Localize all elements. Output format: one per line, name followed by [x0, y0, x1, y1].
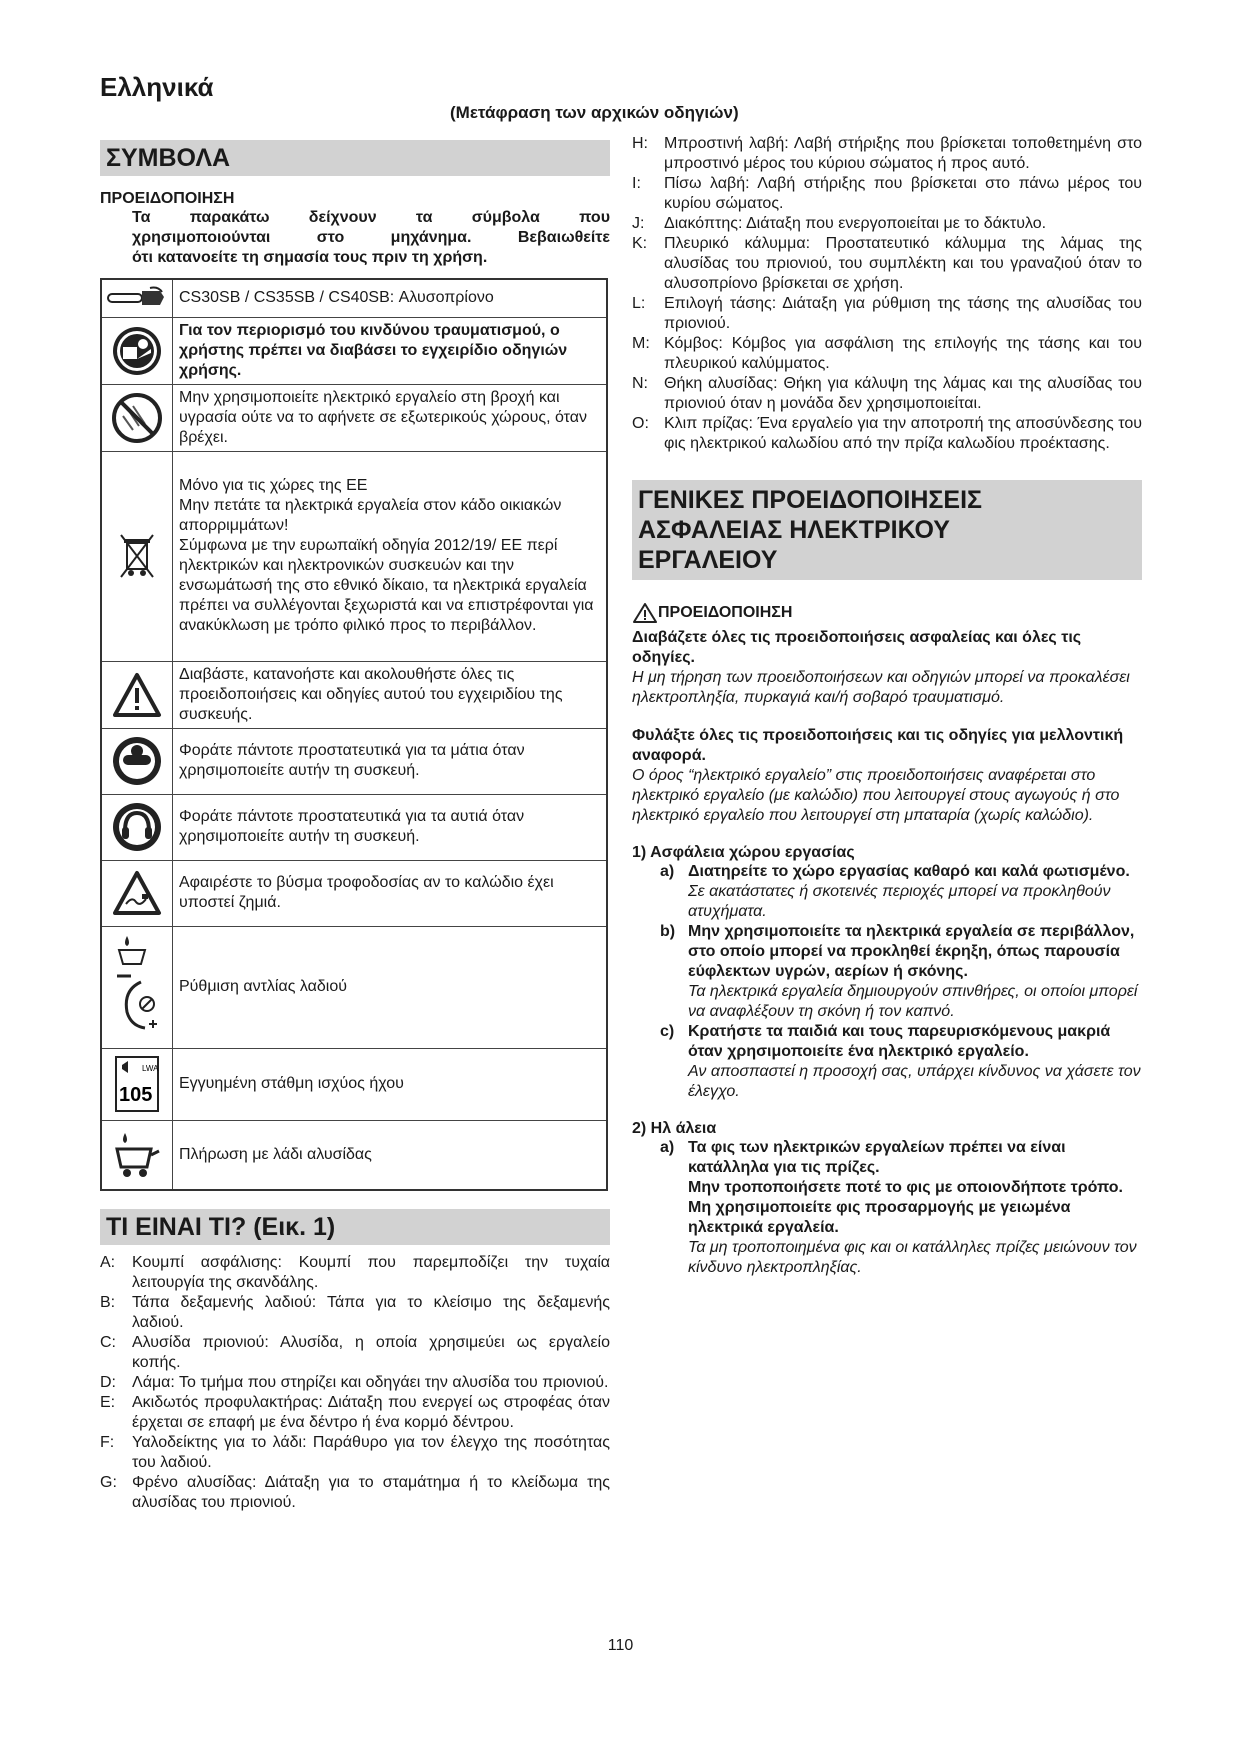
- symbol-text: Εγγυημένη στάθμη ισχύος ήχου: [173, 1048, 608, 1120]
- oil-fill-icon: [101, 1120, 173, 1190]
- weee-bin-icon: [101, 451, 173, 661]
- unplug-icon: [101, 860, 173, 926]
- sound-power-icon: [101, 1048, 173, 1120]
- left-column: [100, 140, 610, 1513]
- symbol-row: [101, 860, 607, 926]
- no-rain-icon: [101, 384, 173, 451]
- list-item: b) Μην χρησιμοποιείτε τα ηλεκτρικά εργαλεία σε περιβάλλον, στο οποίο μπορεί να προκληθεί έκρηξη, όπως παρουσία εύφλεκτων υγρών, αερίων ή σκόνης. Τα ηλεκτρικά εργαλεία δημιουργούν σπινθήρες, οι οποίοι μπορεί να αναφλέξουν τη σκόνη ή τον καπνό.: [660, 923, 1138, 1020]
- keep-note: Ο όρος “ηλεκτρικό εργαλείο” στις προειδοποιήσεις αναφέρεται στο ηλεκτρικό εργαλείο (με καλώδιο) που λειτουργεί στους αγωγούς ή στο ηλεκτρικό εργαλείο που λειτουργεί στη μπαταρία (χωρίς καλώδιο).: [632, 767, 1120, 824]
- symbol-row: [101, 661, 607, 728]
- list-item: H: Μπροστινή λαβή: Λαβή στήριξης που βρίσκεται τοποθετημένη στο μπροστινό μέρος του κύριου σώματος ή προς αυτό.: [632, 135, 1142, 172]
- warning-triangle-icon: [632, 602, 658, 624]
- symbol-row: [101, 1120, 607, 1190]
- symbol-row: [101, 384, 607, 451]
- what-is-heading: ΤΙ ΕΙΝΑΙ ΤΙ? (Εικ. 1): [100, 1209, 610, 1245]
- translation-subtitle: (Μετάφραση των αρχικών οδηγιών): [450, 103, 739, 122]
- right-column: [632, 134, 1142, 1278]
- symbol-text: Διαβάστε, κατανοήστε και ακολουθήστε όλες τις προειδοποιήσεις και οδηγίες αυτού του εγχειριδίου της συσκευής.: [173, 661, 608, 728]
- oil-pump-icon: [101, 926, 173, 1048]
- symbols-table: [100, 278, 608, 1191]
- symbol-text: Φοράτε πάντοτε προστατευτικά για τα μάτια όταν χρησιμοποιείτε αυτήν τη συσκευή.: [173, 728, 608, 794]
- read-all-warning: Διαβάζετε όλες τις προειδοποιήσεις ασφαλείας και όλες τις οδηγίες.: [632, 629, 1082, 666]
- parts-list-a-g: [100, 1253, 610, 1513]
- list-item: M: Κόμβος: Κόμβος για ασφάλιση της επιλογής της τάσης και του πλευρικού καλύμματος.: [632, 335, 1142, 372]
- symbol-row: [101, 317, 607, 384]
- chainsaw-icon: [101, 279, 173, 317]
- list-item: a) Διατηρείτε το χώρο εργασίας καθαρό και καλά φωτισμένο. Σε ακατάστατες ή σκοτεινές περιοχές μπορεί να προκληθούν ατυχήματα.: [660, 863, 1130, 920]
- symbol-row: [101, 1048, 607, 1120]
- sound-value: 105: [119, 1084, 153, 1106]
- parts-list-h-o: [632, 134, 1142, 454]
- section-work-area: 1) Ασφάλεια χώρου εργασίας: [632, 844, 855, 861]
- symbol-text: Για τον περιορισμό του κινδύνου τραυματισμού, ο χρήστης πρέπει να διαβάσει το εγχειρίδιο οδηγιών χρήσης.: [173, 317, 608, 384]
- symbol-text: Ρύθμιση αντλίας λαδιού: [173, 926, 608, 1048]
- symbol-text: Αφαιρέστε το βύσμα τροφοδοσίας αν το καλώδιο έχει υποστεί ζημιά.: [173, 860, 608, 926]
- list-item: O: Κλιπ πρίζας: Ένα εργαλείο για την αποτροπή της αποσύνδεσης του φις ηλεκτρικού καλωδίου από την πρίζα καλωδίου προέκτασης.: [632, 415, 1142, 452]
- symbol-text: CS30SB / CS35SB / CS40SB: Αλυσοπρίονο: [173, 279, 608, 317]
- symbol-row: [101, 451, 607, 661]
- symbol-text: Φοράτε πάντοτε προστατευτικά για τα αυτιά όταν χρησιμοποιείτε αυτήν τη συσκευή.: [173, 794, 608, 860]
- ear-protection-icon: [101, 794, 173, 860]
- list-item: A: Κουμπί ασφάλισης: Κουμπί που παρεμποδίζει την τυχαία λειτουργία της σκανδάλης.: [100, 1254, 610, 1291]
- list-item: N: Θήκη αλυσίδας: Θήκη για κάλυψη της λάμας και της αλυσίδας του πριονιού όταν η μονάδα δεν χρησιμοποιείται.: [632, 375, 1142, 412]
- symbols-warning-text: Τα παρακάτω δείχνουν τα σύμβολα που χρησιμοποιούνται στο μηχάνημα. Βεβαιωθείτε ότι κατανοείτε τη σημασία τους πριν τη χρήση.: [132, 209, 610, 266]
- list-item: c) Κρατήστε τα παιδιά και τους παρευρισκόμενους μακριά όταν χρησιμοποιείτε ένα ηλεκτρικό εργαλείο. Αν αποσπαστεί η προσοχή σας, υπάρχει κίνδυνος να χάσετε τον έλεγχο.: [660, 1023, 1141, 1100]
- symbols-heading: ΣΥΜΒΟΛΑ: [100, 140, 610, 176]
- list-item: F: Υαλοδείκτης για το λάδι: Παράθυρο για τον έλεγχο της ποσότητας του λαδιού.: [100, 1434, 610, 1471]
- keep-instructions: Φυλάξτε όλες τις προειδοποιήσεις και τις οδηγίες για μελλοντική αναφορά.: [632, 727, 1124, 764]
- symbol-row: [101, 926, 607, 1048]
- symbols-warning-label: ΠΡΟΕΙΔΟΠΟΙΗΣΗ: [100, 190, 235, 207]
- page-number: 110: [607, 1637, 634, 1654]
- symbol-text: Πλήρωση με λάδι αλυσίδας: [173, 1120, 608, 1190]
- read-manual-icon: [101, 317, 173, 384]
- symbol-row: [101, 728, 607, 794]
- symbol-row: [101, 794, 607, 860]
- list-item: G: Φρένο αλυσίδας: Διάταξη για το σταμάτημα ή το κλείδωμα της αλυσίδας του πριονιού.: [100, 1474, 610, 1511]
- language-heading: Ελληνικά: [100, 72, 214, 102]
- general-warning-label: ΠΡΟΕΙΔΟΠΟΙΗΣΗ: [632, 602, 1142, 624]
- general-warnings-heading: ΓΕΝΙΚΕΣ ΠΡΟΕΙΔΟΠΟΙΗΣΕΙΣ ΑΣΦΑΛΕΙΑΣ ΗΛΕΚΤΡΙΚΟΥ ΕΡΓΑΛΕΙΟΥ: [632, 480, 1142, 580]
- section-electrical: 2) Ηλ άλεια: [632, 1120, 717, 1137]
- symbol-row: [101, 279, 607, 317]
- list-item: B: Τάπα δεξαμενής λαδιού: Τάπα για το κλείσιμο της δεξαμενής λαδιού.: [100, 1294, 610, 1331]
- read-all-note: Η μη τήρηση των προειδοποιήσεων και οδηγιών μπορεί να προκαλέσει ηλεκτροπληξία, πυρκαγιά και/ή σοβαρό τραυματισμό.: [632, 669, 1130, 706]
- list-item: I: Πίσω λαβή: Λαβή στήριξης που βρίσκεται στο πάνω μέρος του κυρίου σώματος.: [632, 175, 1142, 212]
- list-item: K: Πλευρικό κάλυμμα: Προστατευτικό κάλυμμα της λάμας της αλυσίδας του πριονιού, του συμπλέκτη και του γραναζιού όταν το αλυσοπρίονο βρίσκεται σε χρήση.: [632, 235, 1142, 292]
- list-item: a) Τα φις των ηλεκτρικών εργαλείων πρέπει να είναι κατάλληλα για τις πρίζες. Μην τροποποιήσετε ποτέ το φις με οποιονδήποτε τρόπο. Μη χρησιμοποιείτε φις προσαρμογής με γειωμένα ηλεκτρικά εργαλεία. Τα μη τροποποιημένα φις και οι κατάλληλες πρίζες μειώνουν τον κίνδυνο ηλεκτροπληξίας.: [660, 1139, 1137, 1276]
- list-item: D: Λάμα: Το τμήμα που στηρίζει και οδηγάει την αλυσίδα του πριονιού.: [100, 1374, 609, 1391]
- symbol-text: Μην χρησιμοποιείτε ηλεκτρικό εργαλείο στη βροχή και υγρασία ούτε να το αφήνετε σε εξωτερικούς χώρους, όταν βρέχει.: [173, 384, 608, 451]
- list-item: L: Επιλογή τάσης: Διάταξη για ρύθμιση της τάσης της αλυσίδας του πριονιού.: [632, 295, 1142, 332]
- lwa-label: LWA: [142, 1064, 159, 1073]
- list-item: J: Διακόπτης: Διάταξη που ενεργοποιείται με το δάκτυλο.: [632, 215, 1047, 232]
- list-item: E: Ακιδωτός προφυλακτήρας: Διάταξη που ενεργεί ως στροφέας όταν έρχεται σε επαφή με ένα δέντρο ή ένα κορμό δέντρου.: [100, 1394, 610, 1431]
- symbol-text: Μόνο για τις χώρες της ΕΕ Μην πετάτε τα ηλεκτρικά εργαλεία στον κάδο οικιακών απορριμμάτων! Σύμφωνα με την ευρωπαϊκή οδηγία 2012/19/ ΕΕ περί ηλεκτρικών και ηλεκτρονικών συσκευών και την ενσωμάτωσή της στο εθνικό δίκαιο, τα ηλεκτρικά εργαλεία πρέπει να συλλέγονται ξεχωριστά και να επιστρέφονται για ανακύκλωση με τρόπο φιλικό προς το περιβάλλον.: [173, 451, 608, 661]
- eye-protection-icon: [101, 728, 173, 794]
- list-item: C: Αλυσίδα πριονιού: Αλυσίδα, η οποία χρησιμεύει ως εργαλείο κοπής.: [100, 1334, 610, 1371]
- warning-triangle-icon: [101, 661, 173, 728]
